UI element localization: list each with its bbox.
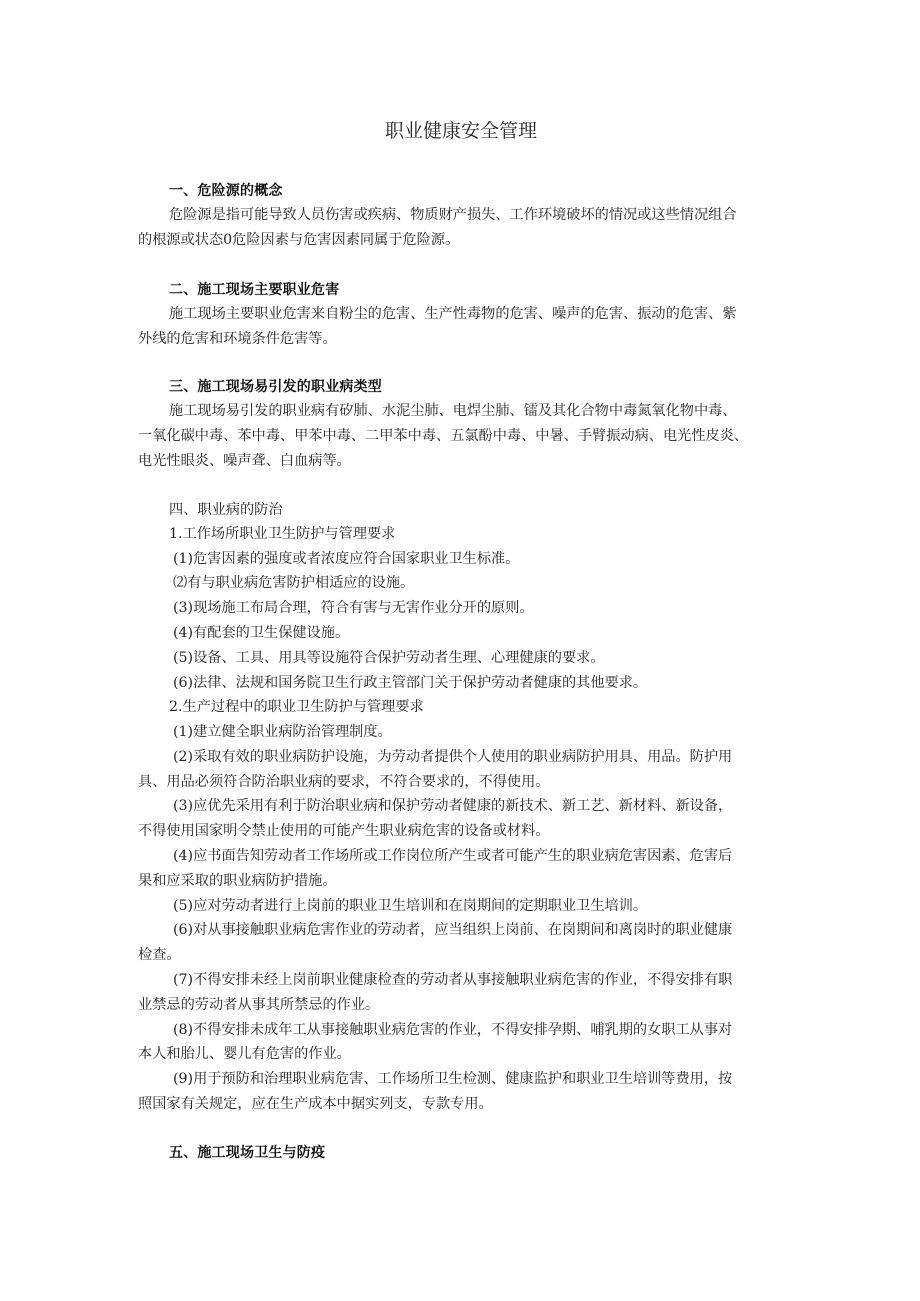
list-item: (3)应优先采用有利于防治职业病和保护劳动者健康的新技术、新工艺、新材料、新设备， (173, 798, 733, 814)
list-item: ⑵有与职业病危害防护相适应的设施。 (173, 575, 415, 591)
list-item: (3)现场施工布局合理，符合有害与无害作业分开的原则。 (173, 600, 534, 616)
section-5-heading: 五、施工现场卫生与防疫 (169, 1145, 326, 1161)
paragraph-line: 电光性眼炎、噪声聋、白血病等。 (138, 453, 351, 469)
list-item: (2)采取有效的职业病防护设施，为劳动者提供个人使用的职业病防护用具、用品。防护用 (173, 749, 733, 765)
list-item: (9)用于预防和治理职业病危害、工作场所卫生检测、健康监护和职业卫生培训等费用，按 (173, 1071, 733, 1087)
section-2-heading: 二、施工现场主要职业危害 (169, 282, 340, 298)
document-title: 职业健康安全管理 (384, 120, 537, 142)
subsection-2-heading: 2.生产过程中的职业卫生防护与管理要求 (169, 699, 424, 715)
list-item: (1)危害因素的强度或者浓度应符合国家职业卫生标准。 (173, 551, 520, 567)
paragraph-line: 的根源或状态0危险因素与危害因素同属于危险源。 (138, 232, 460, 248)
list-item-continuation: 本人和胎儿、婴儿有危害的作业。 (138, 1046, 351, 1062)
list-item: (7)不得安排未经上岗前职业健康检查的劳动者从事接触职业病危害的作业，不得安排有职 (173, 972, 733, 988)
list-item: (6)法律、法规和国务院卫生行政主管部门关于保护劳动者健康的其他要求。 (173, 675, 648, 691)
paragraph-line: 施工现场主要职业危害来自粉尘的危害、生产性毒物的危害、噪声的危害、振动的危害、紫 (169, 306, 737, 322)
list-item-continuation: 具、用品必须符合防治职业病的要求，不符合要求的，不得使用。 (138, 774, 550, 790)
list-item: (1)建立健全职业病防治管理制度。 (173, 724, 392, 740)
paragraph-line: 外线的危害和环境条件危害等。 (138, 331, 337, 347)
list-item: (4)有配套的卫生保健设施。 (173, 625, 350, 641)
list-item: (8)不得安排未成年工从事接触职业病危害的作业，不得安排孕期、哺乳期的女职工从事对 (173, 1022, 733, 1038)
paragraph-line: 施工现场易引发的职业病有矽肺、水泥尘肺、电焊尘肺、镭及其化合物中毒氮氧化物中毒、 (169, 403, 737, 419)
section-1-heading: 一、危险源的概念 (169, 183, 283, 199)
subsection-1-heading: 1.工作场所职业卫生防护与管理要求 (169, 526, 396, 542)
list-item-continuation: 检查。 (138, 947, 181, 963)
list-item: (6)对从事接触职业病危害作业的劳动者，应当组织上岗前、在岗期间和离岗时的职业健康 (173, 922, 733, 938)
list-item-continuation: 照国家有关规定，应在生产成本中据实列支，专款专用。 (138, 1096, 493, 1112)
section-3-heading: 三、施工现场易引发的职业病类型 (169, 379, 382, 395)
section-4-heading: 四、职业病的防治 (169, 502, 283, 518)
list-item: (4)应书面告知劳动者工作场所或工作岗位所产生或者可能产生的职业病危害因素、危害后 (173, 848, 733, 864)
list-item: (5)应对劳动者进行上岗前的职业卫生培训和在岗期间的定期职业卫生培训。 (173, 898, 648, 914)
paragraph-line: 危险源是指可能导致人员伤害或疾病、物质财产损失、工作环境破坏的情况或这些情况组合 (169, 207, 737, 223)
list-item-continuation: 不得使用国家明令禁止使用的可能产生职业病危害的设备或材料。 (138, 823, 550, 839)
list-item: (5)设备、工具、用具等设施符合保护劳动者生理、心理健康的要求。 (173, 650, 605, 666)
list-item-continuation: 业禁忌的劳动者从事其所禁忌的作业。 (138, 997, 380, 1013)
list-item-continuation: 果和应采取的职业病防护措施。 (138, 873, 337, 889)
paragraph-line: 一氧化碳中毒、苯中毒、甲苯中毒、二甲苯中毒、五氯酚中毒、中暑、手臂振动病、电光性皮炎、 (138, 428, 749, 444)
